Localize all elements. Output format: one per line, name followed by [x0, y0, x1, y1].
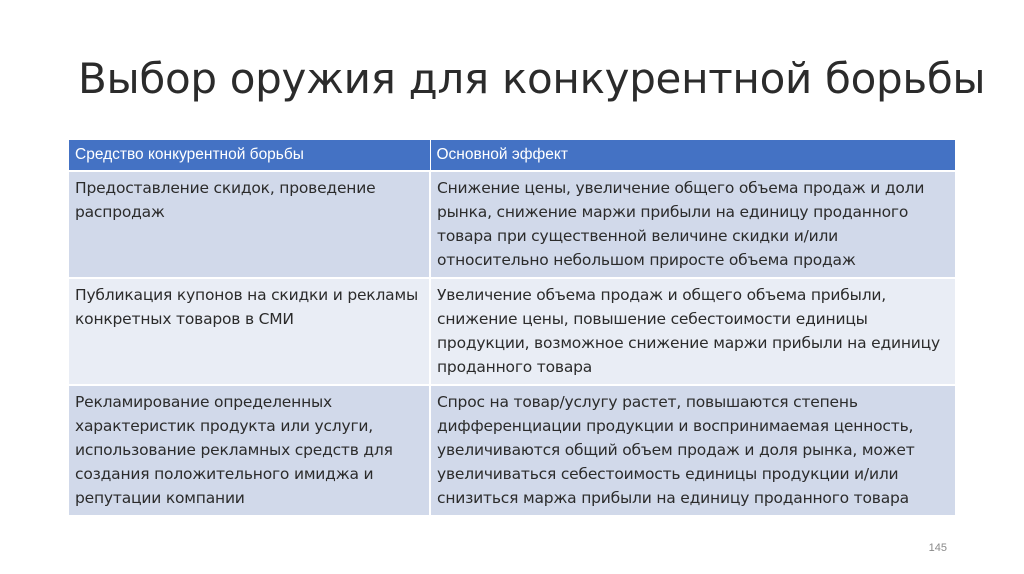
table-row [69, 171, 955, 278]
table-row [69, 385, 955, 515]
cell-effect: Снижение цены, увеличение общего объема продаж и доли рынка, снижение маржи прибыли на единицу проданного товара при существенной величине скидки и/или относительно небольшом приросте объема продаж [430, 171, 955, 278]
table-header-row [69, 140, 955, 171]
comparison-table [69, 140, 955, 515]
table-row [69, 278, 955, 385]
column-header-means: Средство конкурентной борьбы [69, 140, 430, 171]
slide-title: Выбор оружия для конкурентной борьбы [78, 54, 986, 103]
column-header-effect: Основной эффект [430, 140, 955, 171]
cell-means: Предоставление скидок, проведение распродаж [69, 171, 430, 278]
slide-number: 145 [928, 542, 947, 554]
cell-means: Рекламирование определенных характеристик продукта или услуги, использование рекламных средств для создания положительного имиджа и репутации компании [69, 385, 430, 515]
cell-effect: Увеличение объема продаж и общего объема прибыли, снижение цены, повышение себестоимости единицы продукции, возможное снижение маржи прибыли на единицу проданного товара [430, 278, 955, 385]
cell-means: Публикация купонов на скидки и рекламы конкретных товаров в СМИ [69, 278, 430, 385]
cell-effect: Спрос на товар/услугу растет, повышаются степень дифференциации продукции и воспринимаемая ценность, увеличиваются общий объем продаж и доля рынка, может увеличиваться себестоимость единицы продукции и/или снизиться маржа прибыли на единицу проданного товара [430, 385, 955, 515]
